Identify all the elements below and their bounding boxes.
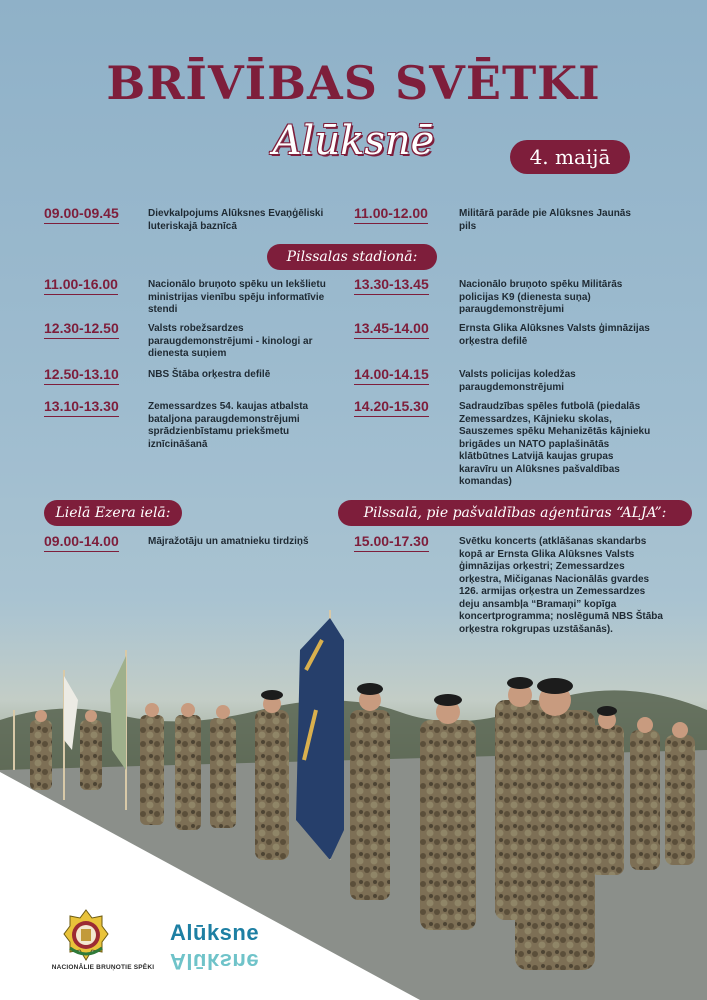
event-time: 14.00-14.15 (354, 366, 429, 385)
event-desc: Dievkalpojums Alūksnes Evaņģēliski luteriskajā baznīcā (148, 208, 324, 232)
event-desc: NBS Štāba orķestra defilē (148, 369, 271, 380)
event-desc: Valsts policijas koledžas paraugdemonstrējumi (459, 369, 576, 393)
nbs-emblem-icon (62, 908, 110, 962)
event-time: 13.10-13.30 (44, 398, 119, 417)
aluksne-logo: Alūksne (170, 920, 260, 945)
event-desc: Sadraudzības spēles futbolā (piedalās Zemessardzes, Kājnieku skolas, Sauszemes spēku Mehanizētās kājnieku brigādes un NATO paplašinātās klātbūtnes Latvijā kaujas grupas karavīru un Alūksnes pašvaldības komandas) (459, 401, 651, 487)
event-time: 15.00-17.30 (354, 533, 429, 552)
page-subtitle: Alūksnē (272, 118, 435, 164)
event-time: 09.00-14.00 (44, 533, 119, 552)
section-heading-ezera: Lielā Ezera ielā: (44, 500, 182, 526)
event-time: 12.50-13.10 (44, 366, 119, 385)
section-heading-stadium: Pilssalas stadionā: (267, 244, 437, 270)
event-time: 13.30-13.45 (354, 276, 429, 295)
section-heading-city: Pilssalā, pie pašvaldības aģentūras “ALJA”: (338, 500, 692, 526)
event-desc: Militārā parāde pie Alūksnes Jaunās pils (459, 208, 631, 232)
nbs-label: NACIONĀLIE BRUŅOTIE SPĒKI (51, 964, 155, 971)
page-title: BRĪVĪBAS SVĒTKI (106, 56, 601, 110)
event-time: 12.30-12.50 (44, 320, 119, 339)
event-desc: Nacionālo bruņoto spēku Militārās policijas K9 (dienesta suņa) paraugdemonstrējumi (459, 279, 623, 315)
event-desc: Svētku koncerts (atklāšanas skandarbs kopā ar Ernsta Glika Alūksnes Valsts ģimnāzijas orķestri; Zemessardzes orķestra, Mičiganas Nacionālās gvardes 126. armijas orķestra un Zemessardzes deju ansambļa “Bramaņi” kopīga koncertprogramma; noslēgumā NBS Štāba orķestra rokgrupas uzstāšanās). (459, 536, 663, 635)
event-time: 11.00-16.00 (44, 276, 118, 295)
date-badge: 4. maijā (510, 140, 630, 174)
event-desc: Mājražotāju un amatnieku tirdziņš (148, 536, 309, 547)
event-time: 13.45-14.00 (354, 320, 429, 339)
event-time: 14.20-15.30 (354, 398, 429, 417)
aluksne-logo-reflection: Alūksne (170, 949, 260, 974)
event-time: 09.00-09.45 (44, 205, 119, 224)
event-desc: Nacionālo bruņoto spēku un Iekšlietu ministrijas vienību spēju informatīvie stendi (148, 279, 326, 315)
event-desc: Zemessardzes 54. kaujas atbalsta bataljona paraugdemonstrējumi sprādzienbīstamu priekšmetu iznīcināšanā (148, 401, 309, 450)
event-desc: Ernsta Glika Alūksnes Valsts ģimnāzijas orķestra defilē (459, 323, 650, 347)
event-time: 11.00-12.00 (354, 205, 428, 224)
event-desc: Valsts robežsardzes paraugdemonstrējumi - kinologi ar dienesta suņiem (148, 323, 313, 359)
